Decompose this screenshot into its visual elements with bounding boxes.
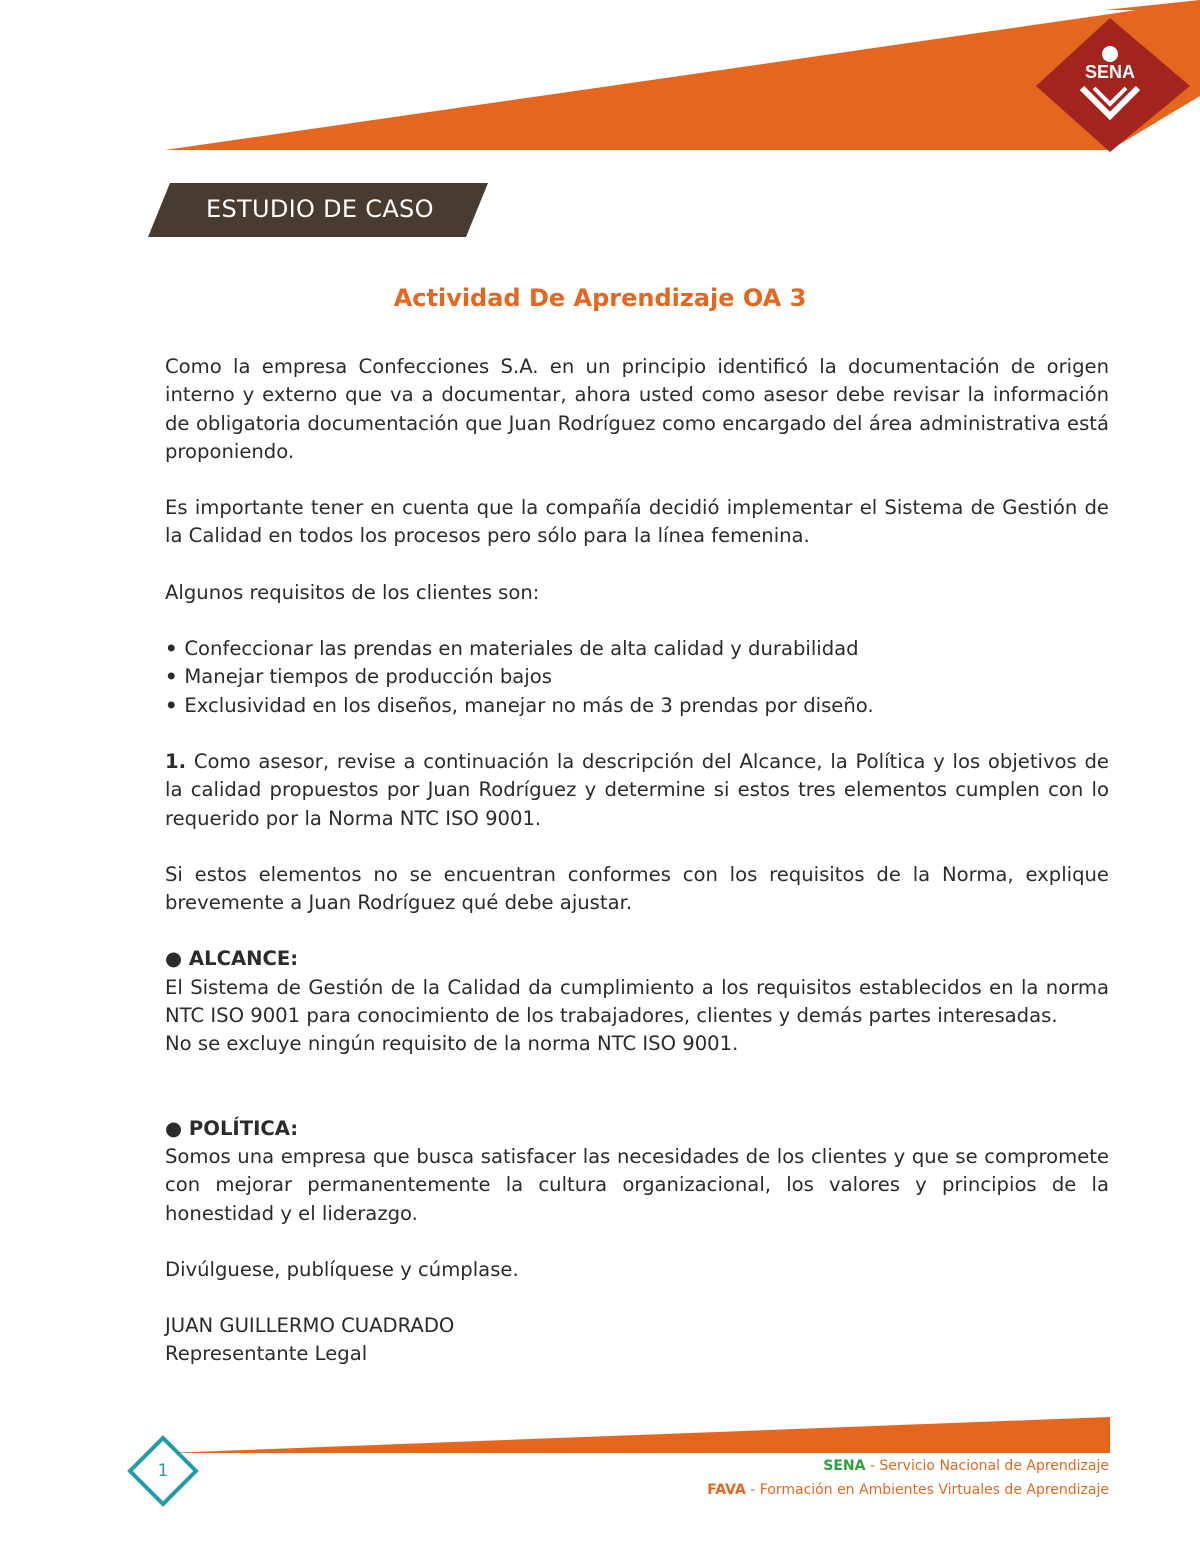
requirements-list xyxy=(165,635,1109,720)
footer-fava-line xyxy=(707,1482,1109,1498)
footer-sena-acronym: SENA xyxy=(823,1458,866,1474)
important-paragraph: Es importante tener en cuenta que la compañía decidió implementar el Sistema de Gestión de la Calidad en todos los procesos pero sólo para la línea femenina. xyxy=(165,496,1109,548)
alcance-heading: ● ALCANCE: xyxy=(165,947,299,971)
requirements-intro: Algunos requisitos de los clientes son: xyxy=(165,580,540,604)
page-title: Actividad De Aprendizaje OA 3 xyxy=(393,284,807,312)
politica-text: Somos una empresa que busca satisfacer las necesidades de los clientes y que se compromete con mejorar permanentemente la cultura organizacional, los valores y principios de la honestidad y el liderazgo. xyxy=(165,1144,1109,1225)
case-study-label: ESTUDIO DE CASO xyxy=(206,195,434,223)
header-graphic xyxy=(0,0,1200,160)
question-text: Como asesor, revise a continuación la descripción del Alcance, la Política y los objetivos de la calidad propuestos por Juan Rodríguez y determine si estos tres elementos cumplen con lo requerido por la Norma NTC ISO 9001. xyxy=(165,749,1109,830)
list-item: • Exclusividad en los diseños, manejar no más de 3 prendas por diseño. xyxy=(165,692,1109,720)
signature-role: Representante Legal xyxy=(165,1342,368,1366)
question-number: 1. xyxy=(165,749,187,773)
list-item: • Confeccionar las prendas en materiales de alta calidad y durabilidad xyxy=(165,635,1109,663)
footer-sena-text: - Servicio Nacional de Aprendizaje xyxy=(865,1458,1109,1474)
footer-sena-line xyxy=(823,1458,1109,1474)
question-followup: Si estos elementos no se encuentran conformes con los requisitos de la Norma, explique brevemente a Juan Rodríguez qué debe ajustar. xyxy=(165,862,1109,915)
case-study-banner xyxy=(148,183,488,237)
politica-heading: ● POLÍTICA: xyxy=(165,1116,299,1140)
sena-logo-text: SENA xyxy=(1084,62,1136,82)
question-1 xyxy=(165,748,1109,833)
page-number: 1 xyxy=(157,1461,169,1481)
intro-paragraph: Como la empresa Confecciones S.A. en un principio identificó la documentación de origen interno y externo que va a documentar, ahora usted como asesor debe revisar la información de obligatoria documentación que Juan Rodríguez como encargado del área administrativa está proponiendo. xyxy=(165,355,1109,463)
alcance-exclusion: No se excluye ningún requisito de la norma NTC ISO 9001. xyxy=(165,1032,739,1056)
document-body xyxy=(165,353,1109,1369)
list-item: • Manejar tiempos de producción bajos xyxy=(165,663,1109,691)
footer-fava-text: - Formación en Ambientes Virtuales de Aprendizaje xyxy=(745,1482,1109,1498)
closing-line: Divúlguese, publíquese y cúmplase. xyxy=(165,1257,519,1281)
signature-name: JUAN GUILLERMO CUADRADO xyxy=(165,1314,455,1338)
footer-fava-acronym: FAVA xyxy=(707,1482,746,1498)
alcance-text: El Sistema de Gestión de la Calidad da cumplimiento a los requisitos establecidos en la norma NTC ISO 9001 para conocimiento de los trabajadores, clientes y demás partes interesadas. xyxy=(165,975,1109,1028)
